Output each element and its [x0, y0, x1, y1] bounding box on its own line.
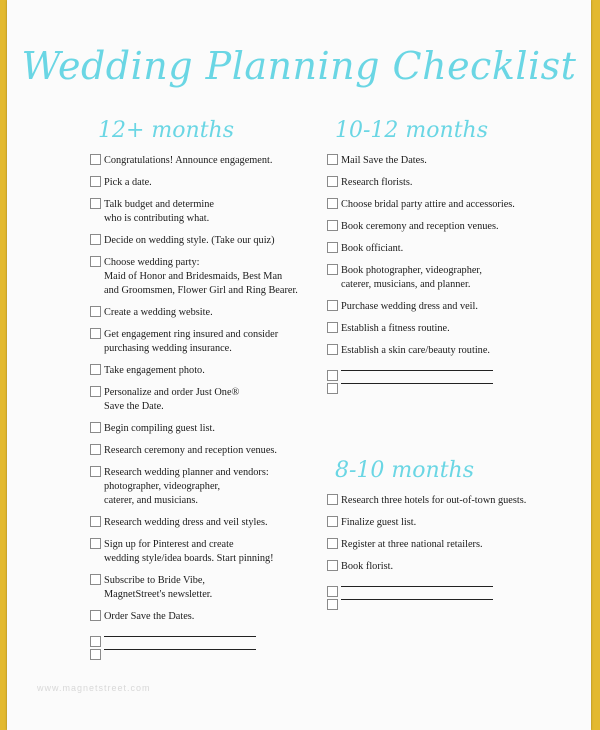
checkbox[interactable] — [90, 466, 101, 477]
section-heading: 8-10 months — [335, 458, 474, 483]
write-in-line[interactable] — [341, 383, 493, 384]
checkbox[interactable] — [90, 636, 101, 647]
checklist-item[interactable]: Get engagement ring insured and consider purchasing wedding insurance. — [90, 328, 330, 356]
checkbox[interactable] — [90, 649, 101, 660]
checkbox[interactable] — [90, 176, 101, 187]
checkbox[interactable] — [327, 516, 338, 527]
checklist-item[interactable]: Book officiant. — [327, 242, 577, 256]
checkbox[interactable] — [327, 586, 338, 597]
checklist-item[interactable]: Purchase wedding dress and veil. — [327, 300, 577, 314]
checklist-item[interactable]: Research ceremony and reception venues. — [90, 444, 330, 458]
checklist-item[interactable]: Book ceremony and reception venues. — [327, 220, 577, 234]
checklist-item[interactable]: Choose bridal party attire and accessories. — [327, 198, 577, 212]
checklist-item[interactable]: Research wedding dress and veil styles. — [90, 516, 330, 530]
section-10-12-months — [327, 118, 577, 392]
checkbox[interactable] — [327, 322, 338, 333]
checkbox[interactable] — [90, 538, 101, 549]
checkbox[interactable] — [90, 386, 101, 397]
checklist-item[interactable]: Create a wedding website. — [90, 306, 330, 320]
checklist-item[interactable]: Talk budget and determine who is contributing what. — [90, 198, 330, 226]
checklist-item[interactable]: Congratulations! Announce engagement. — [90, 154, 330, 168]
checkbox[interactable] — [90, 154, 101, 165]
blank-checklist-item[interactable] — [327, 599, 577, 600]
section-heading: 12+ months — [98, 118, 234, 143]
blank-checklist-item[interactable] — [327, 370, 577, 371]
checkbox[interactable] — [327, 599, 338, 610]
checkbox[interactable] — [90, 574, 101, 585]
checkbox[interactable] — [90, 422, 101, 433]
write-in-line[interactable] — [104, 636, 256, 637]
checkbox[interactable] — [327, 344, 338, 355]
checklist-item[interactable]: Establish a fitness routine. — [327, 322, 577, 336]
checklist-item[interactable]: Personalize and order Just One® Save the Date. — [90, 386, 330, 414]
checkbox[interactable] — [327, 494, 338, 505]
checkbox[interactable] — [90, 198, 101, 209]
write-in-line[interactable] — [341, 370, 493, 371]
checklist-item[interactable]: Pick a date. — [90, 176, 330, 190]
blank-checklist-item[interactable] — [327, 383, 577, 384]
checklist-item[interactable]: Finalize guest list. — [327, 516, 577, 530]
checkbox[interactable] — [327, 300, 338, 311]
checklist-item[interactable]: Research florists. — [327, 176, 577, 190]
blank-checklist-item[interactable] — [90, 649, 330, 650]
checklist-item[interactable]: Establish a skin care/beauty routine. — [327, 344, 577, 358]
watermark: www.magnetstreet.com — [37, 683, 151, 693]
page-title: Wedding Planning Checklist — [21, 44, 577, 88]
checkbox[interactable] — [327, 220, 338, 231]
checkbox[interactable] — [327, 242, 338, 253]
blank-checklist-item[interactable] — [90, 636, 330, 637]
checkbox[interactable] — [90, 364, 101, 375]
checkbox[interactable] — [90, 256, 101, 267]
checkbox[interactable] — [327, 383, 338, 394]
checklist-item[interactable]: Take engagement photo. — [90, 364, 330, 378]
checkbox[interactable] — [327, 264, 338, 275]
write-in-line[interactable] — [341, 599, 493, 600]
checklist-item[interactable]: Book florist. — [327, 560, 577, 574]
checkbox[interactable] — [90, 234, 101, 245]
checklist-item[interactable]: Book photographer, videographer, caterer, musicians, and planner. — [327, 264, 577, 292]
checklist-page — [7, 0, 591, 730]
checklist-item[interactable]: Research wedding planner and vendors: photographer, videographer, caterer, and musicians. — [90, 466, 330, 508]
checkbox[interactable] — [90, 516, 101, 527]
checkbox[interactable] — [90, 328, 101, 339]
write-in-line[interactable] — [104, 649, 256, 650]
checklist-item[interactable]: Choose wedding party: Maid of Honor and Bridesmaids, Best Man and Groomsmen, Flower Girl and Ring Bearer. — [90, 256, 330, 298]
checkbox[interactable] — [90, 444, 101, 455]
checklist-item[interactable]: Research three hotels for out-of-town guests. — [327, 494, 577, 508]
section-heading: 10-12 months — [335, 118, 488, 143]
blank-checklist-item[interactable] — [327, 586, 577, 587]
checklist-item[interactable]: Mail Save the Dates. — [327, 154, 577, 168]
section-8-10-months — [327, 458, 577, 608]
section-12-plus-months — [90, 118, 330, 658]
checkbox[interactable] — [327, 198, 338, 209]
checkbox[interactable] — [90, 610, 101, 621]
checkbox[interactable] — [90, 306, 101, 317]
checkbox[interactable] — [327, 154, 338, 165]
checkbox[interactable] — [327, 538, 338, 549]
checklist-item[interactable]: Subscribe to Bride Vibe, MagnetStreet's newsletter. — [90, 574, 330, 602]
checkbox[interactable] — [327, 176, 338, 187]
checklist-item[interactable]: Decide on wedding style. (Take our quiz) — [90, 234, 330, 248]
write-in-line[interactable] — [341, 586, 493, 587]
checklist-item[interactable]: Register at three national retailers. — [327, 538, 577, 552]
checklist-item[interactable]: Begin compiling guest list. — [90, 422, 330, 436]
checkbox[interactable] — [327, 560, 338, 571]
checklist-item[interactable]: Order Save the Dates. — [90, 610, 330, 624]
checklist-item[interactable]: Sign up for Pinterest and create wedding style/idea boards. Start pinning! — [90, 538, 330, 566]
checkbox[interactable] — [327, 370, 338, 381]
